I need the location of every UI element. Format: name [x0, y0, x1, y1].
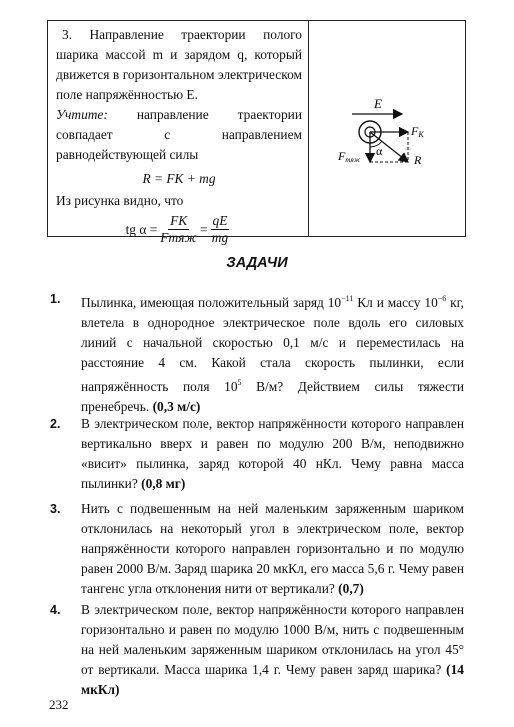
section-title: ЗАДАЧИ — [226, 255, 288, 271]
task-text: Нить с подвешенным на ней маленьким заряженным шариком отклонилась на некоторый угол в электрическом поле, вектор напряжённости которого направлен горизонтально и по модулю равен 2000 В/м. Заряд шарика 20 мкКл, его масса 5,6 г. Чему равен тангенс угла отклонения нити от вертикали? (0,7) — [81, 501, 464, 596]
task-number: 3. — [50, 502, 61, 516]
task-answer: (0,7) — [338, 581, 364, 596]
tangent-formula — [56, 213, 302, 246]
field-ratio — [211, 213, 230, 246]
task-answer: (14 мкКл) — [81, 662, 464, 697]
gravity-label: Fтяж — [338, 149, 361, 164]
note-text: направление траектории совпадает с направлением равнодействующей силы — [56, 107, 302, 162]
theory-paragraph-1: 3. Направление траектории полого шарика массой m и зарядом q, который движется в горизонтальном электрическом поле напряжённостью E. — [56, 27, 302, 102]
field-ratio-denominator: mg — [211, 230, 229, 245]
force-diagram — [298, 92, 438, 177]
task-3 — [50, 499, 464, 599]
task-number: 4. — [50, 603, 61, 617]
task-answer: (0,3 м/с) — [152, 399, 201, 414]
note-label: Учтите: — [56, 107, 108, 122]
task-answer: (0,8 мг) — [141, 476, 186, 491]
theory-text — [56, 25, 302, 246]
angle-label: α — [376, 144, 383, 158]
force-ratio-numerator: FК — [170, 213, 188, 228]
task-number: 1. — [50, 292, 61, 306]
task-number: 2. — [50, 417, 61, 431]
force-ratio-denominator: Fтяж — [160, 230, 197, 245]
coulomb-force-label: FК — [411, 124, 424, 139]
task-4 — [50, 600, 464, 700]
force-ratio — [160, 213, 197, 246]
task-text: В электрическом поле, вектор напряжённости которого направлен горизонтально и равен по модулю 1000 В/м, нить с подвешенным на ней маленьким заряженным шариком отклонилась на угол 45° от вертикали. Масса шарика 1,4 г. Чему равен заряд шарика? (14 мкКл) — [81, 602, 464, 697]
task-1 — [50, 289, 464, 417]
field-label: E — [374, 96, 382, 111]
page-number: 232 — [49, 697, 69, 712]
resultant-formula: R = FК + mg — [142, 171, 216, 186]
task-text: В электрическом поле, вектор напряжённости которого направлен вертикально вверх и равен по модулю 200 В/м, неподвижно «висит» пылинка, заряд которой 40 нКл. Чему равна масса пылинки? (0,8 мг) — [81, 416, 464, 491]
task-text: Пылинка, имеющая положительный заряд $10^{-11}$ Кл и массу $10^{-6}$ кг, влетела в однородное электрическое поле вдоль его силовых линий с начальной скоростью 0,1 м/с и переместилась на расстояние 4 см. Какой стала скорость пылинки, если напряжённость поля $10^5$ В/м? Действием силы тяжести пренебречь. (0,3 м/с) — [81, 294, 464, 414]
tg-label: tg α = — [125, 221, 158, 237]
equals-sign: = — [199, 221, 208, 237]
field-ratio-numerator: qE — [212, 213, 228, 228]
theory-note — [56, 105, 302, 165]
theory-paragraph-2: Из рисунка видно, что — [56, 193, 184, 208]
resultant-label: R — [414, 153, 422, 167]
task-2 — [50, 414, 464, 494]
